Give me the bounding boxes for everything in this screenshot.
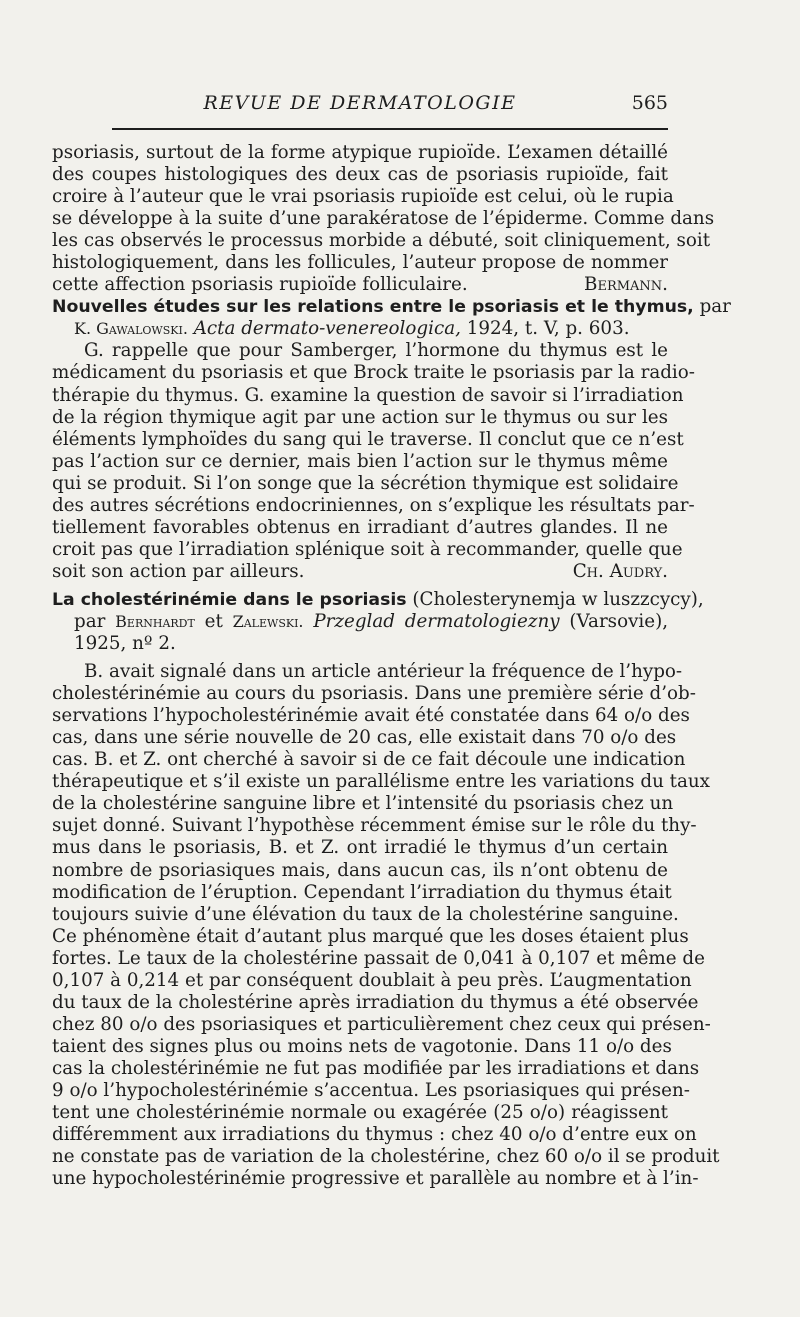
article-journal: Przeglad dermatologiezny [313, 610, 560, 632]
article-reference-line [52, 611, 668, 633]
text-line: B. avait signalé dans un article antérieur la fréquence de l’hypo- [84, 661, 683, 683]
continuation-paragraph [52, 142, 715, 296]
title-by: par [699, 296, 731, 318]
header-rule [112, 128, 668, 130]
text-line: une hypocholestérinémie progressive et parallèle au nombre et à l’in- [52, 1168, 699, 1190]
conjunction: et [204, 610, 223, 632]
text-line: 0,107 à 0,214 et par conséquent doublait à peu près. L’augmentation [52, 969, 692, 991]
article-title-rest: (Cholesterynemja w luszzcycy), [412, 588, 704, 610]
page-body [52, 142, 731, 1190]
text-line: fortes. Le taux de la cholestérine passait de 0,041 à 0,107 et même de [52, 947, 705, 969]
text-line: psoriasis, surtout de la forme atypique rupioïde. L’examen détaillé [52, 142, 668, 163]
text-line [52, 561, 668, 583]
text-line: qui se produit. Si l’on songe que la sécrétion thymique est solidaire [52, 472, 679, 494]
text-line: cas, dans une série nouvelle de 20 cas, elle existait dans 70 o/o des [52, 727, 677, 749]
text-line: se développe à la suite d’une parakératose de l’épiderme. Comme dans [52, 208, 715, 230]
text-line: différemment aux irradiations du thymus : chez 40 o/o d’entre eux on [52, 1124, 697, 1146]
text-line: thérapie du thymus. G. examine la question de savoir si l’irradiation [52, 384, 684, 406]
text-line: du taux de la cholestérine après irradiation du thymus a été observée [52, 991, 699, 1013]
article-journal: Acta dermato-venereologica, [193, 318, 461, 340]
text-line: histologiquement, dans les follicules, l’auteur propose de nommer [52, 252, 668, 274]
text-line: cas. B. et Z. ont cherché à savoir si de ce fait découle une indication [52, 749, 686, 771]
text-line: thérapeutique et s’il existe un parallélisme entre les variations du taux [52, 771, 710, 793]
text-line: chez 80 o/o des psoriasiques et particulièrement chez ceux qui présen- [52, 1013, 711, 1035]
article-title-line [52, 296, 731, 318]
text-line: modification de l’éruption. Cependant l’irradiation du thymus était [52, 881, 672, 903]
text-line: des coupes histologiques des deux cas de psoriasis rupioïde, fait [52, 164, 668, 186]
text-line: sujet donné. Suivant l’hypothèse récemment émise sur le rôle du thy- [52, 815, 697, 837]
article-title: La cholestérinémie dans le psoriasis [52, 589, 407, 610]
article-author: Zalewski. [232, 611, 304, 631]
page-number: 565 [631, 92, 668, 114]
text-line: cholestérinémie au cours du psoriasis. Dans une première série d’ob- [52, 683, 696, 705]
text-line: nombre de psoriasiques mais, dans aucun cas, ils n’ont obtenu de [52, 859, 668, 881]
text-line: des autres sécrétions endocriniennes, on s’explique les résultats par- [52, 494, 695, 516]
text-line: éléments lymphoïdes du sang qui le traverse. Il conclut que ce n’est [52, 428, 684, 450]
text-line [52, 274, 668, 296]
text-line: tiellement favorables obtenus en irradiant d’autres glandes. Il ne [52, 516, 668, 538]
article-bernhardt-zalewski [52, 588, 720, 1190]
text-line: pas l’action sur ce dernier, mais bien l’action sur le thymus même [52, 450, 668, 472]
article-gawalowski [52, 296, 731, 583]
text-line: de la cholestérine sanguine libre et l’intensité du psoriasis chez un [52, 793, 674, 815]
article-ref: 1924, t. V, p. 603. [466, 318, 630, 340]
text-line: croit pas que l’irradiation splénique soit à recommander, quelle que [52, 538, 683, 560]
text-line: mus dans le psoriasis, B. et Z. ont irradié le thymus d’un certain [52, 837, 668, 859]
text-line: servations l’hypocholestérinémie avait été constatée dans 64 o/o des [52, 705, 690, 727]
article-title-line [52, 588, 704, 611]
text-line: tent une cholestérinémie normale ou exagérée (25 o/o) réagissent [52, 1102, 668, 1124]
article-reference-line [52, 318, 668, 340]
article-title: Nouvelles études sur les relations entre le psoriasis et le thymus, [52, 297, 694, 318]
text-line: Ce phénomène était d’autant plus marqué que les doses étaient plus [52, 925, 689, 947]
signature: Bermann. [584, 274, 668, 296]
last-line-text: cette affection psoriasis rupioïde folliculaire. [52, 274, 468, 296]
text-line: les cas observés le processus morbide a débuté, soit cliniquement, soit [52, 230, 711, 252]
running-header [52, 92, 668, 116]
text-line: croire à l’auteur que le vrai psoriasis rupioïde est celui, où le rupia [52, 186, 674, 208]
last-line-text: soit son action par ailleurs. [52, 560, 305, 582]
text-line: de la région thymique agit par une action sur le thymus ou sur les [52, 406, 668, 428]
text-line: toujours suivie d’une élévation du taux de la cholestérine sanguine. [52, 903, 679, 925]
text-line: médicament du psoriasis et que Brock traite le psoriasis par la radio- [52, 362, 695, 384]
signature: Ch. Audry. [572, 560, 668, 582]
running-title: REVUE DE DERMATOLOGIE [203, 92, 517, 114]
article-ref: 1925, nº 2. [74, 633, 176, 655]
text-line: G. rappelle que pour Samberger, l’hormone du thymus est le [84, 340, 668, 362]
article-author: K. Gawalowski. [74, 319, 188, 339]
article-author: Bernhardt [115, 611, 195, 631]
text-line: cas la cholestérinémie ne fut pas modifiée par les irradiations et dans [52, 1057, 700, 1079]
article-place: (Varsovie), [569, 610, 669, 632]
text-line: 9 o/o l’hypocholestérinémie s’accentua. Les psoriasiques qui présen- [52, 1079, 690, 1101]
text-line: ne constate pas de variation de la cholestérine, chez 60 o/o il se produit [52, 1146, 720, 1168]
title-by: par [74, 610, 106, 632]
text-line: taient des signes plus ou moins nets de vagotonie. Dans 11 o/o des [52, 1035, 672, 1057]
